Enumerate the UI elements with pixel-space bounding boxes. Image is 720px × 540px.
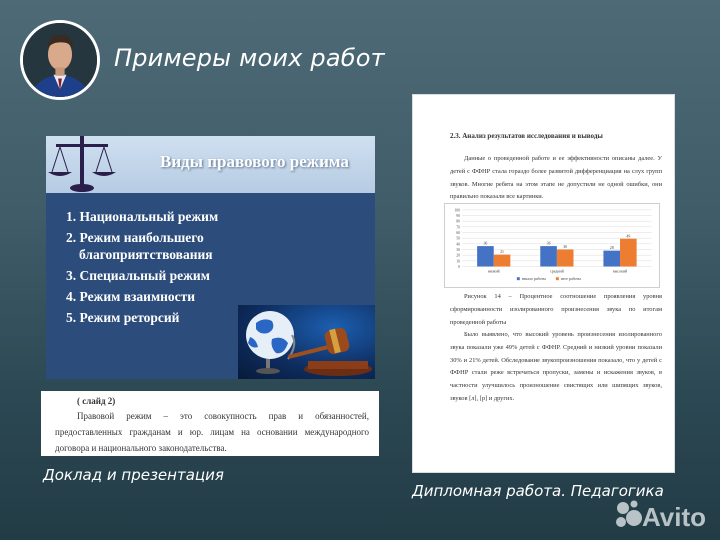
doc-paragraph: Данные о проведенной работе и ее эффективности описаны далее. У детей с ФФНР стала гораздо более развитой дифференциация на слух групп звуков. Многие ребята на этом этапе не допустили не одной ошибки, они правильно показали все картинки. bbox=[450, 155, 662, 201]
avito-watermark bbox=[612, 497, 712, 531]
slide-list-item bbox=[66, 267, 218, 284]
svg-text:Avito: Avito bbox=[642, 502, 707, 531]
bar-value-label: 36 bbox=[483, 241, 488, 246]
y-tick-label: 70 bbox=[456, 225, 461, 230]
slide-list bbox=[66, 208, 218, 330]
avatar bbox=[20, 20, 100, 100]
slide-list-item bbox=[66, 288, 218, 305]
x-category-label: высокий bbox=[612, 269, 628, 274]
slide-list-item-text: 4. Режим взаимности bbox=[66, 289, 196, 304]
bar bbox=[557, 250, 574, 267]
x-category-label: низкий bbox=[487, 269, 500, 274]
bar bbox=[620, 239, 637, 267]
legend-swatch bbox=[517, 277, 520, 280]
y-tick-label: 50 bbox=[456, 236, 461, 241]
x-category-label: средний bbox=[550, 269, 564, 274]
thesis-document bbox=[412, 94, 675, 473]
slide-title: Виды правового режима bbox=[160, 152, 349, 171]
y-tick-label: 0 bbox=[458, 264, 461, 269]
legend-swatch bbox=[556, 277, 559, 280]
globe-gavel-image bbox=[238, 305, 375, 379]
slide-header bbox=[46, 136, 375, 193]
doc-paragraph: Было выявлено, что высокий уровень произнесения изолированного звука показали уже 49% детей с ФФНР. Средний и низкий уровни показали 30% и 21% детей. Обследование звукопроизношения показало, что у детей с ФФНР стали реже встречаться пропуски, замены и искажения звуков, в частности улучшилось произношение свистящих или шипящих звуков, звуков [л], [р] и других. bbox=[450, 331, 662, 402]
presentation-caption: Доклад и презентация bbox=[43, 466, 224, 484]
doc-heading: 2.3. Анализ результатов исследования и выводы bbox=[450, 132, 603, 140]
y-tick-label: 60 bbox=[456, 230, 461, 235]
thesis-caption: Дипломная работа. Педагогика bbox=[412, 482, 664, 500]
speaker-notes bbox=[41, 391, 379, 456]
bar-value-label: 28 bbox=[609, 246, 614, 251]
bar bbox=[603, 251, 620, 267]
slide-list-item-text: 3. Специальный режим bbox=[66, 268, 210, 283]
y-tick-label: 90 bbox=[456, 213, 461, 218]
bar bbox=[477, 246, 494, 266]
globe-gavel-illustration bbox=[238, 305, 375, 379]
slide-list-item bbox=[66, 309, 218, 326]
bar bbox=[540, 246, 557, 266]
presentation-slide bbox=[46, 136, 375, 379]
legend-label: начало работы bbox=[521, 277, 546, 282]
bar-value-label: 49 bbox=[626, 234, 631, 239]
y-tick-label: 10 bbox=[456, 259, 461, 264]
y-tick-label: 20 bbox=[456, 253, 461, 258]
slide-list-item-text: 2. Режим наибольшего bbox=[66, 230, 204, 245]
scales-of-justice-icon bbox=[48, 136, 116, 196]
slide-reference: ( слайд 2) bbox=[77, 396, 116, 406]
y-tick-label: 100 bbox=[454, 208, 461, 213]
slide-list-item-text: 5. Режим реторсий bbox=[66, 310, 180, 325]
bar bbox=[494, 255, 511, 267]
bar-value-label: 21 bbox=[500, 250, 504, 255]
notes-text: Правовой режим – это совокупность прав и обязанностей, предоставленных гражданам и юр. лицам на основании международного договора и национального законодательства. bbox=[55, 411, 369, 453]
bar-chart-canvas bbox=[445, 204, 659, 287]
slide-list-item bbox=[66, 208, 218, 225]
bar-value-label: 36 bbox=[546, 241, 551, 246]
slide-list-item-continuation: благоприятствования bbox=[79, 247, 213, 262]
slide-list-item-text: 1. Национальный режим bbox=[66, 209, 219, 224]
legend-label: итог работы bbox=[560, 277, 581, 282]
bar-value-label: 30 bbox=[563, 245, 568, 250]
figure-caption: Рисунок 14 – Процентное соотношение проявления уровня сформированности изолированного произнесения звука по итогам проведенной работы bbox=[450, 293, 662, 326]
y-tick-label: 80 bbox=[456, 219, 461, 224]
author-photo bbox=[23, 23, 97, 97]
y-tick-label: 30 bbox=[456, 247, 461, 252]
slide-list-item bbox=[66, 229, 218, 263]
y-tick-label: 40 bbox=[456, 242, 461, 247]
avito-logo-icon bbox=[612, 497, 712, 531]
bar-chart bbox=[444, 203, 660, 288]
page-title: Примеры моих работ bbox=[114, 44, 385, 72]
